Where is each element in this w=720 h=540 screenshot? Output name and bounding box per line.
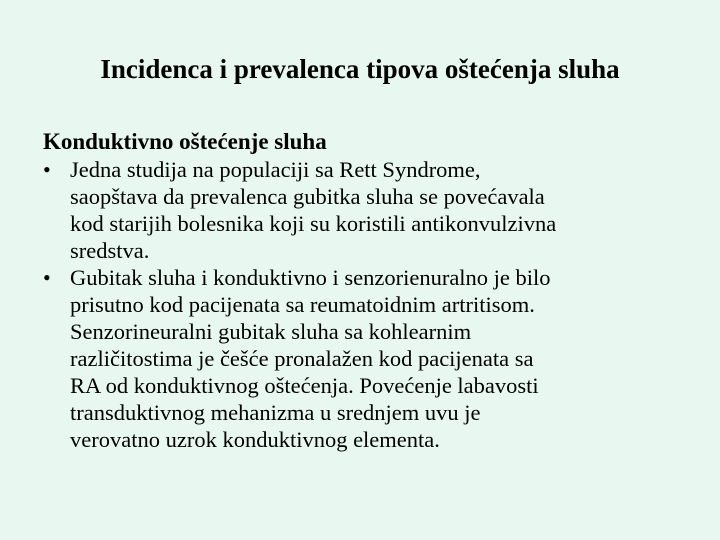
bullet-list (43, 156, 683, 453)
section-subheading: Konduktivno oštećenje sluha (43, 129, 327, 154)
bullet-text-line: Gubitak sluha i konduktivno i senzorienuralno je bilo (70, 265, 551, 290)
bullet-text-line: Senzorineuralni gubitak sluha sa kohlearnim (70, 319, 472, 344)
bullet-text-line: saopštava da prevalenca gubitka sluha se povećavala (70, 184, 545, 209)
bullet-icon: • (43, 157, 51, 182)
slide-title: Incidenca i prevalenca tipova oštećenja sluha (100, 54, 620, 84)
bullet-text-line: sredstva. (70, 238, 150, 263)
bullet-text-line: Jedna studija na populaciji sa Rett Syndrome, (70, 157, 481, 182)
bullet-text-line: različitostima je češće pronalažen kod pacijenata sa (70, 346, 534, 371)
bullet-text-line: RA od konduktivnog oštećenja. Povećenje labavosti (70, 373, 539, 398)
bullet-icon: • (43, 265, 51, 290)
bullet-text-line: prisutno kod pacijenata sa reumatoidnim artritisom. (70, 292, 535, 317)
slide-content (43, 128, 683, 453)
bullet-text-line: kod starijih bolesnika koji su koristili antikonvulzivna (70, 211, 557, 236)
bullet-text-line: transduktivnog mehanizma u srednjem uvu je (70, 400, 481, 425)
bullet-text-line: verovatno uzrok konduktivnog elementa. (70, 427, 440, 452)
bullet-item (43, 264, 683, 453)
bullet-item (43, 156, 683, 264)
